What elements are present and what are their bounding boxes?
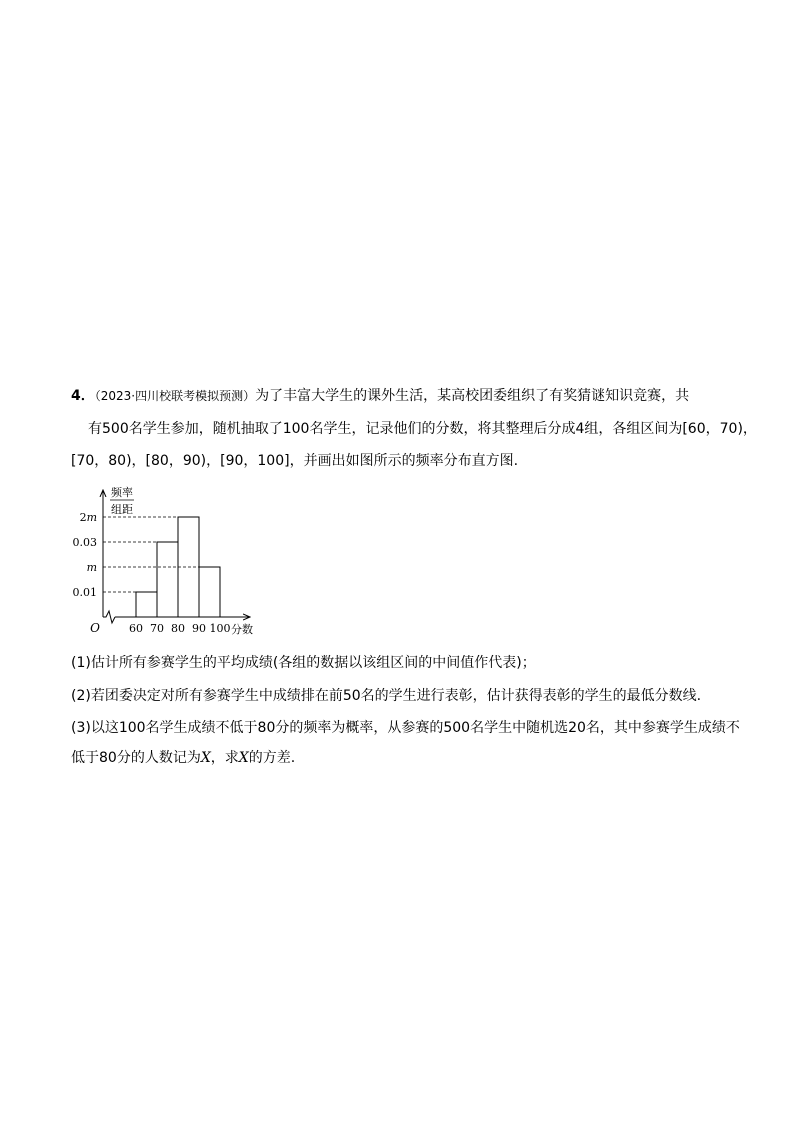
question-2: (2)若团委决定对所有参赛学生中成绩排在前50名的学生进行表彰，估计获得表彰的学生的最低分数线. [71,688,702,704]
question-3-line-1: (3)以这100名学生成绩不低于80分的频率为概率，从参赛的500名学生中随机选20名，其中参赛学生成绩不 [71,720,740,736]
question-3-text-c: 的方差. [248,750,296,766]
x-tick-label-100: 100 [209,622,231,635]
x-tick-label-80: 80 [171,622,185,635]
x-tick-label-90: 90 [192,622,206,635]
origin-label: O [90,621,100,635]
problem-line-2: 有500名学生参加，随机抽取了100名学生，记录他们的分数，将其整理后分成4组，各组区间为[60，70)， [88,421,757,437]
y-tick-label-0.01: 0.01 [72,586,97,599]
x-tick-label-60: 60 [129,622,143,635]
question-3-text-b: ，求 [210,750,239,766]
y-tick-label-0.03: 0.03 [72,536,97,549]
axis-break-zigzag [103,611,115,623]
y-axis-label-top: 频率 [111,486,133,499]
question-3-variable-x: X [200,750,211,766]
histogram-bar-[70,80) [157,542,178,617]
problem-line-3: [70，80)，[80，90)，[90，100]，并画出如图所示的频率分布直方图. [71,453,519,469]
frequency-histogram [70,482,340,642]
question-1: (1)估计所有参赛学生的平均成绩(各组的数据以该组区间的中间值作代表)； [71,655,536,671]
problem-line-1 [71,386,731,406]
x-tick-label-70: 70 [150,622,164,635]
y-axis-label-bottom: 组距 [111,503,133,516]
question-3-text-a: 低于80分的人数记为 [71,750,201,766]
y-tick-label-m: m [86,561,97,574]
y-tick-label-2m: 2m [79,511,97,524]
histogram-bar-[60,70) [136,592,157,617]
histogram-bar-[90,100] [199,567,220,617]
problem-number: 4． [71,388,95,404]
problem-line-1-text: 为了丰富大学生的课外生活，某高校团委组织了有奖猜谜知识竞赛，共 [255,388,690,404]
question-3-line-2 [71,748,731,768]
question-3-variable-x-2: X [238,750,249,766]
x-axis-label: 分数 [231,623,253,636]
problem-source: （2023·四川校联考模拟预测） [94,389,256,403]
